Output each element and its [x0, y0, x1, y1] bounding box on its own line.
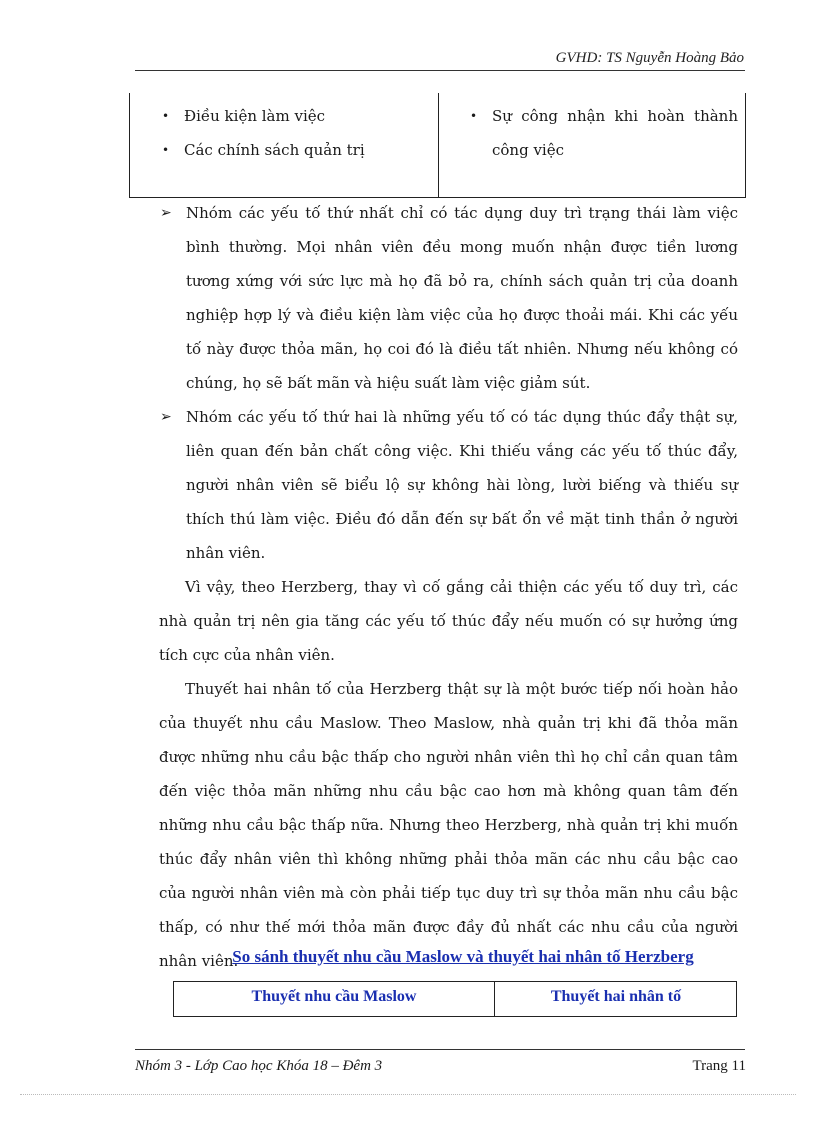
motivation-factors-cell: [468, 99, 738, 167]
paragraph-maslow-comparison: Thuyết hai nhân tố của Herzberg thật sự là một bước tiếp nối hoàn hảo của thuyết nhu cầu Maslow. Theo Maslow, nhà quản trị khi đã thỏa mãn được những nhu cầu bậc thấp cho người nhân viên thì họ chỉ cần quan tâm đến việc thỏa mãn những nhu cầu bậc cao hơn mà không quan tâm đến những nhu cầu bậc thấp nữa. Nhưng theo Herzberg, nhà quản trị khi muốn thúc đẩy nhân viên thì không những phải thỏa mãn các nhu cầu bậc cao của người nhân viên mà còn phải tiếp tục duy trì sự thỏa mãn nhu cầu bậc thấp, có như thế mới thỏa mãn được đầy đủ nhất các nhu cầu của người nhân viên.: [159, 680, 738, 970]
list-item: [160, 99, 365, 133]
page-header-advisor: GVHD: TS Nguyễn Hoàng Bảo: [555, 50, 744, 66]
paragraph-first-factor-group: Nhóm các yếu tố thứ nhất chỉ có tác dụng duy trì trạng thái làm việc bình thường. Mọi nhân viên đều mong muốn nhận được tiền lương tương xứng với sức lực mà họ đã bỏ ra, chính sách quản trị của doanh nghiệp hợp lý và điều kiện làm việc của họ được thoải mái. Khi các yếu tố này được thỏa mãn, họ coi đó là điều tất nhiên. Nhưng nếu không có chúng, họ sẽ bất mãn và hiệu suất làm việc giảm sút.: [186, 204, 738, 392]
footer-group-label: Nhóm 3 - Lớp Cao học Khóa 18 – Đêm 3: [135, 1058, 383, 1074]
paragraph-herzberg-conclusion: Vì vậy, theo Herzberg, thay vì cố gắng cải thiện các yếu tố duy trì, các nhà quản trị nên gia tăng các yếu tố thúc đẩy nếu muốn có sự hưởng ứng tích cực của nhân viên.: [159, 578, 738, 664]
column-header-herzberg: Thuyết hai nhân tố: [550, 988, 682, 1005]
arrow-bullet-icon: ➢: [160, 205, 172, 221]
maintenance-factors-cell: [160, 99, 365, 167]
paragraph-second-factor-group: Nhóm các yếu tố thứ hai là những yếu tố có tác dụng thúc đẩy thật sự, liên quan đến bản chất công việc. Khi thiếu vắng các yếu tố thúc đẩy, người nhân viên sẽ biểu lộ sự không hài lòng, lười biếng và thiếu sự thích thú làm việc. Điều đó dẫn đến sự bất ổn về mặt tinh thần ở người nhân viên.: [186, 408, 738, 562]
bullet-icon: •: [162, 109, 170, 123]
page-number: Trang 11: [692, 1058, 746, 1074]
bullet-icon: •: [470, 109, 478, 123]
column-header-maslow: Thuyết nhu cầu Maslow: [251, 988, 417, 1005]
comparison-table-header: [173, 981, 737, 1017]
list-item-text: Các chính sách quản trị: [184, 141, 365, 159]
footer-divider: [135, 1049, 745, 1050]
table-column-divider: [438, 93, 439, 197]
factors-table-continuation: [129, 93, 746, 198]
arrow-bullet-icon: ➢: [160, 409, 172, 425]
list-item: [468, 99, 738, 167]
page-boundary: [20, 1094, 796, 1095]
list-item: [160, 133, 365, 167]
list-item-text: Điều kiện làm việc: [184, 107, 326, 125]
bullet-icon: •: [162, 143, 170, 157]
header-divider: [135, 70, 745, 71]
section-title: So sánh thuyết nhu cầu Maslow và thuyết hai nhân tố Herzberg: [232, 947, 694, 966]
list-item-text: Sự công nhận khi hoàn thành công việc: [492, 107, 738, 159]
